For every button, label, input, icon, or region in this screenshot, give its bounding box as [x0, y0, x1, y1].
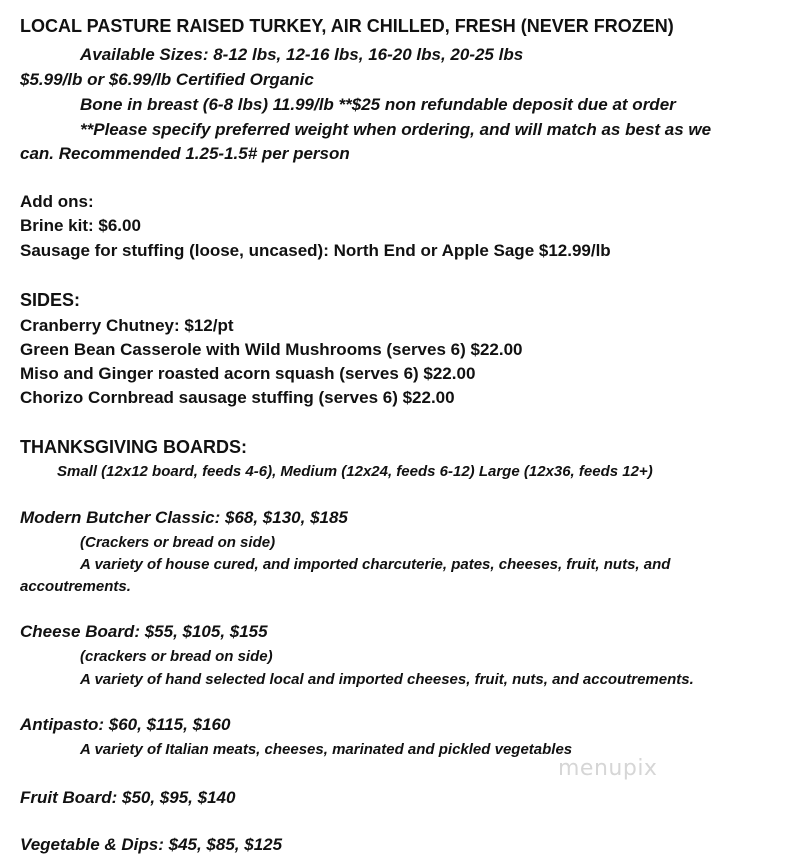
board-description: A variety of Italian meats, cheeses, marinated and pickled vegetables: [80, 741, 573, 758]
board-side-note: (crackers or bread on side): [80, 648, 273, 665]
turkey-note-line2: can. Recommended 1.25-1.5# per person: [20, 144, 350, 163]
board-description: accoutrements.: [20, 578, 131, 595]
turkey-bone-in: Bone in breast (6-8 lbs) 11.99/lb **$25 non refundable deposit due at order: [80, 95, 676, 114]
addons-heading: Add ons:: [20, 192, 94, 211]
turkey-note-line1: **Please specify preferred weight when ordering, and will match as best as we: [80, 120, 712, 139]
board-title: Cheese Board: $55, $105, $155: [20, 622, 268, 641]
sides-heading: SIDES:: [20, 290, 81, 310]
board-description: A variety of hand selected local and imported cheeses, fruit, nuts, and accoutrements.: [80, 671, 694, 688]
side-item: Miso and Ginger roasted acorn squash (serves 6) $22.00: [20, 364, 476, 383]
board-side-note: (Crackers or bread on side): [80, 534, 276, 551]
board-title: Fruit Board: $50, $95, $140: [20, 788, 236, 807]
board-title: Modern Butcher Classic: $68, $130, $185: [20, 508, 348, 527]
turkey-heading: LOCAL PASTURE RAISED TURKEY, AIR CHILLED, FRESH (NEVER FROZEN): [20, 16, 674, 36]
addon-item: Sausage for stuffing (loose, uncased): North End or Apple Sage $12.99/lb: [20, 241, 611, 260]
turkey-sizes: Available Sizes: 8-12 lbs, 12-16 lbs, 16-20 lbs, 20-25 lbs: [80, 45, 524, 64]
side-item: Cranberry Chutney: $12/pt: [20, 316, 234, 335]
addon-item: Brine kit: $6.00: [20, 216, 141, 235]
boards-sizes: Small (12x12 board, feeds 4-6), Medium (12x24, feeds 6-12) Large (12x36, feeds 12+): [57, 463, 653, 480]
watermark-logo: menupix: [558, 756, 658, 781]
boards-heading: THANKSGIVING BOARDS:: [20, 437, 248, 457]
board-description: A variety of house cured, and imported charcuterie, pates, cheeses, fruit, nuts, and: [80, 556, 671, 573]
board-title: Vegetable & Dips: $45, $85, $125: [20, 835, 283, 854]
turkey-price: $5.99/lb or $6.99/lb Certified Organic: [20, 70, 314, 89]
board-title: Antipasto: $60, $115, $160: [20, 715, 231, 734]
side-item: Green Bean Casserole with Wild Mushrooms (serves 6) $22.00: [20, 340, 523, 359]
side-item: Chorizo Cornbread sausage stuffing (serves 6) $22.00: [20, 388, 455, 407]
